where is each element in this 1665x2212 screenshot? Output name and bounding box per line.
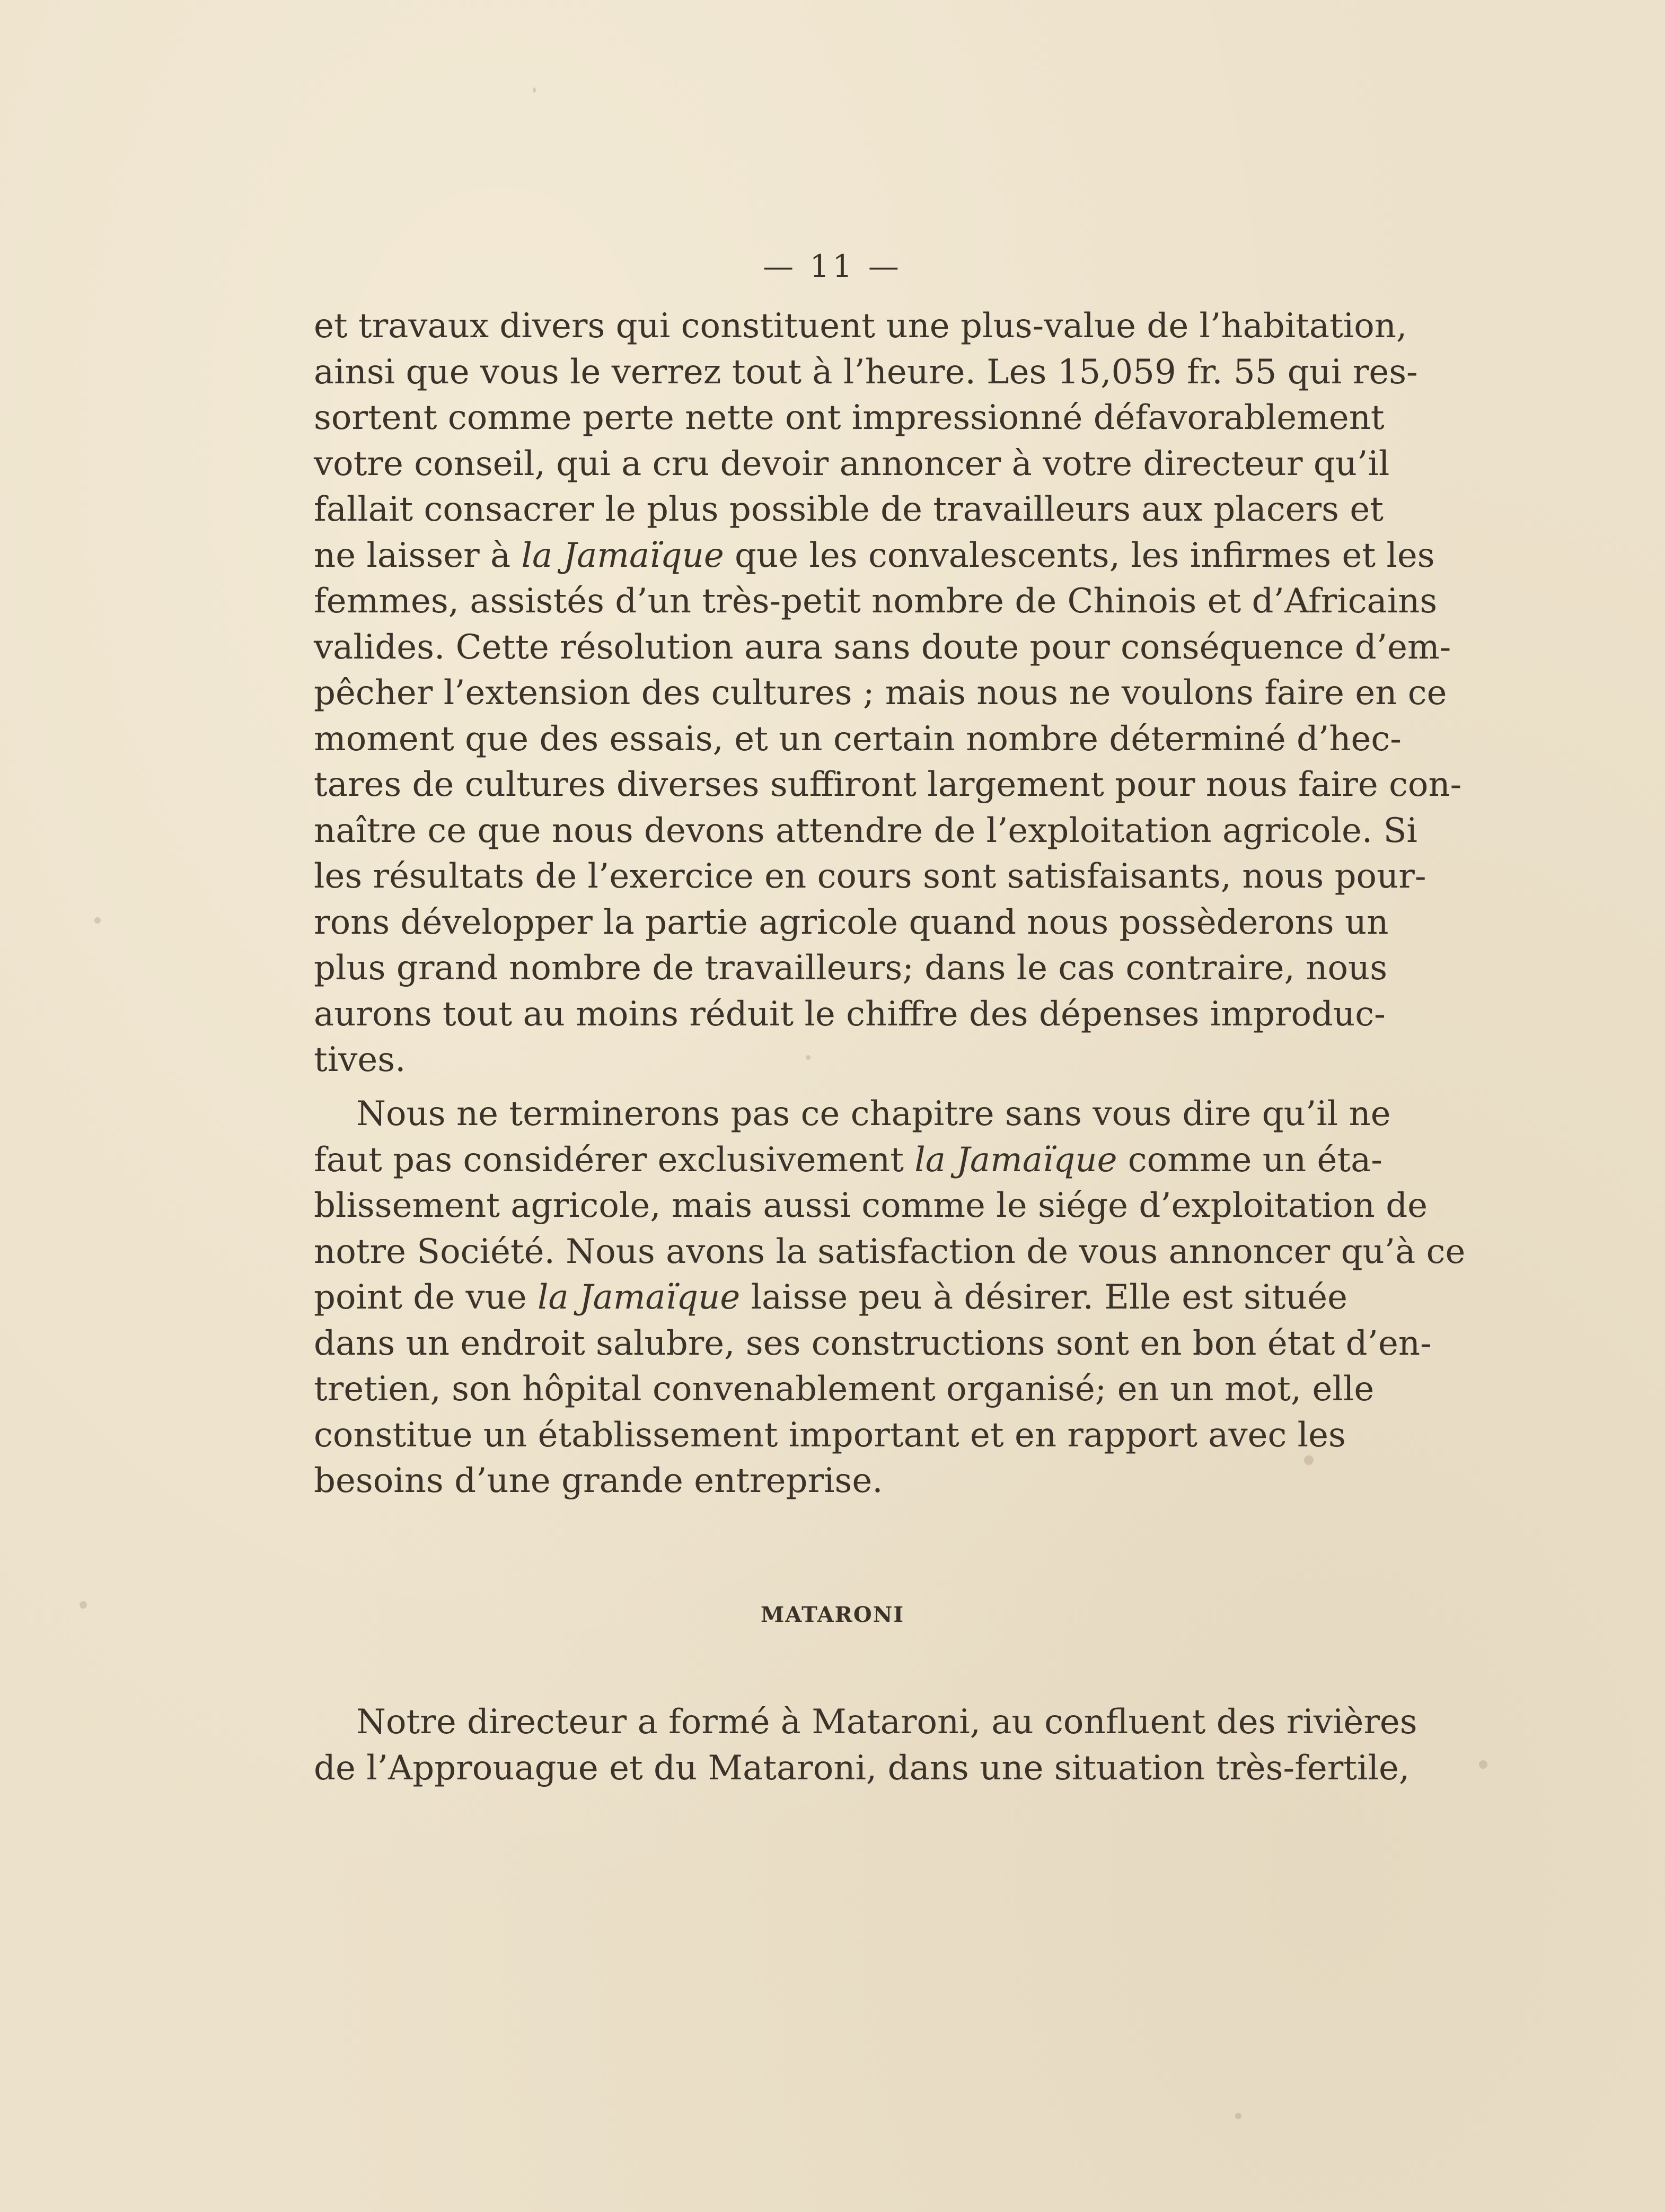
paper-speck [1479,1760,1487,1769]
text-line: rons développer la partie agricole quand nous possèderons un [314,902,1389,942]
text-line: constitue un établissement important et en rapport avec les [314,1415,1346,1455]
text-segment: laisse peu à désirer. Elle est située [751,1278,1347,1317]
section-heading: MATARONI [760,1602,905,1627]
text-line [314,1275,1347,1321]
text-line: pêcher l’extension des cultures ; mais nous ne voulons faire en ce [314,673,1447,713]
text-line: fallait consacrer le plus possible de travailleurs aux placers et [314,490,1384,529]
text-segment: ne laisser à [314,536,511,575]
text-line: Notre directeur a formé à Mataroni, au confluent des rivières [356,1702,1417,1742]
text-line: sortent comme perte nette ont impressionné défavorablement [314,398,1385,437]
text-line: les résultats de l’exercice en cours sont satisfaisants, nous pour- [314,857,1426,896]
text-line [314,1137,1382,1183]
text-line: tares de cultures diverses suffiront largement pour nous faire con- [314,765,1462,804]
text-line: ainsi que vous le verrez tout à l’heure. Les 15,059 fr. 55 qui res- [314,352,1418,392]
paragraph-2 [314,1091,1466,1504]
text-line: plus grand nombre de travailleurs; dans le cas contraire, nous [314,949,1388,988]
italic-name: la Jamaïque [914,1140,1117,1180]
text-line: moment que des essais, et un certain nombre déterminé d’hec- [314,719,1402,759]
text-line: dans un endroit salubre, ses constructions sont en bon état d’en- [314,1323,1432,1363]
text-line: besoins d’une grande entreprise. [314,1461,883,1500]
text-line: et travaux divers qui constituent une plus-value de l’habitation, [314,306,1407,346]
text-line: notre Société. Nous avons la satisfaction de vous annoncer qu’à ce [314,1232,1466,1271]
text-line: femmes, assistés d’un très-petit nombre de Chinois et d’Africains [314,582,1438,621]
text-line: valides. Cette résolution aura sans doute pour conséquence d’em- [314,627,1451,667]
text-line [314,533,1435,579]
italic-name: la Jamaïque [538,1278,741,1317]
paragraph-1 [314,303,1462,1083]
text-line: tretien, son hôpital convenablement organisé; en un mot, elle [314,1370,1375,1409]
paragraph-3 [314,1699,1417,1791]
page-number: — 11 — [763,248,902,284]
text-segment: que les convalescents, les infirmes et les [735,536,1435,575]
text-segment: faut pas considérer exclusivement [314,1140,904,1180]
text-line: votre conseil, qui a cru devoir annoncer à votre directeur qu’il [314,444,1390,484]
text-line: naître ce que nous devons attendre de l’exploitation agricole. Si [314,811,1417,850]
text-line: Nous ne terminerons pas ce chapitre sans vous dire qu’il ne [356,1094,1391,1134]
paper-speck [1235,2113,1241,2119]
italic-name: la Jamaïque [521,536,724,575]
text-line: blissement agricole, mais aussi comme le siége d’exploitation de [314,1186,1428,1225]
paper-speck [1304,1455,1314,1465]
paper-speck [533,87,536,93]
paper-speck [94,917,101,924]
text-segment: point de vue [314,1278,527,1317]
text-line: de l’Approuague et du Mataroni, dans une situation très-fertile, [314,1748,1410,1788]
text-segment: comme un éta- [1127,1140,1382,1180]
text-line: tives. [314,1040,406,1079]
text-line: aurons tout au moins réduit le chiffre des dépenses improduc- [314,994,1386,1034]
